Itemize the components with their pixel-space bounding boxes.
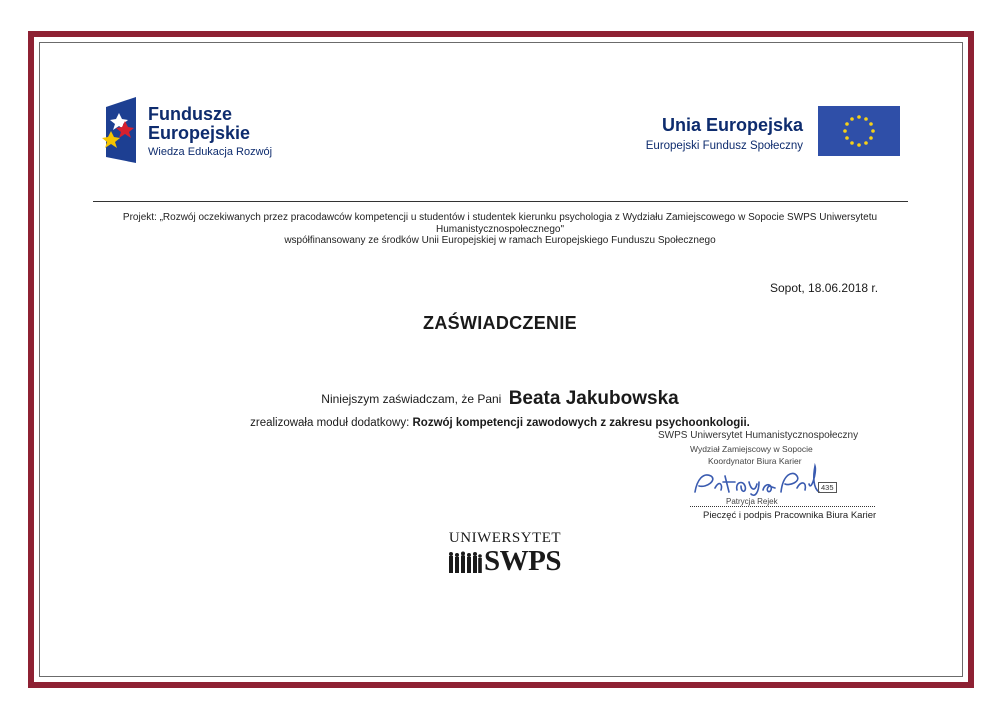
people-silhouettes-icon <box>448 551 482 573</box>
certificate-module-line <box>0 417 1000 429</box>
swps-logo-top: UNIWERSYTET <box>448 530 562 546</box>
header-divider <box>93 201 908 202</box>
stamp-block <box>630 430 880 530</box>
stamp-role: Koordynator Biura Karier <box>708 456 802 466</box>
project-line3: współfinansowany ze środków Unii Europejskiej w ramach Europejskiego Funduszu Społecznego <box>284 235 716 246</box>
fe-tagline: Wiedza Edukacja Rozwój <box>148 146 273 158</box>
stamp-number: 435 <box>818 482 837 493</box>
fe-name-line2: Europejskie <box>148 123 251 143</box>
swps-logo <box>440 530 570 580</box>
stamp-institution: SWPS Uniwersytet Humanistycznospołeczny <box>658 430 859 441</box>
issue-date: Sopot, 18.06.2018 r. <box>770 281 879 295</box>
project-description <box>70 212 930 247</box>
eu-name: Unia Europejska <box>661 115 803 135</box>
fe-name-line1: Fundusze <box>148 104 232 124</box>
project-line2: Humanistycznospołecznego" <box>435 223 565 235</box>
eu-logo-text <box>646 115 803 152</box>
stamp-person: Patrycja Rejek <box>726 497 778 506</box>
fe-emblem-icon <box>102 97 142 163</box>
eu-subtitle: Europejski Fundusz Społeczny <box>645 140 803 152</box>
swps-logo-main: SWPS <box>484 545 561 577</box>
module-prefix: zrealizowała moduł dodatkowy: <box>250 417 410 429</box>
document-title: ZAŚWIADCZENIE <box>423 313 577 333</box>
recipient-name: Beata Jakubowska <box>508 388 679 409</box>
module-name: Rozwój kompetencji zawodowych z zakresu psychoonkologii. <box>412 417 750 429</box>
fundusze-europejskie-logo <box>102 97 292 167</box>
intro-text: Niniejszym zaświadczam, że Pani <box>321 392 502 406</box>
signature-line <box>690 506 875 507</box>
signature-caption: Pieczęć i podpis Pracownika Biura Karier <box>703 510 877 521</box>
certificate-intro-line <box>0 388 1000 410</box>
handwritten-signature <box>685 462 825 502</box>
project-line1: Projekt: „Rozwój oczekiwanych przez pracodawców kompetencji u studentów i studentek kierunku psychologia z Wydziału Zamiejscowego w Sopocie SWPS Uniwersytetu <box>122 212 878 223</box>
eu-flag-icon <box>818 106 900 156</box>
stamp-faculty: Wydział Zamiejscowy w Sopocie <box>690 444 813 454</box>
